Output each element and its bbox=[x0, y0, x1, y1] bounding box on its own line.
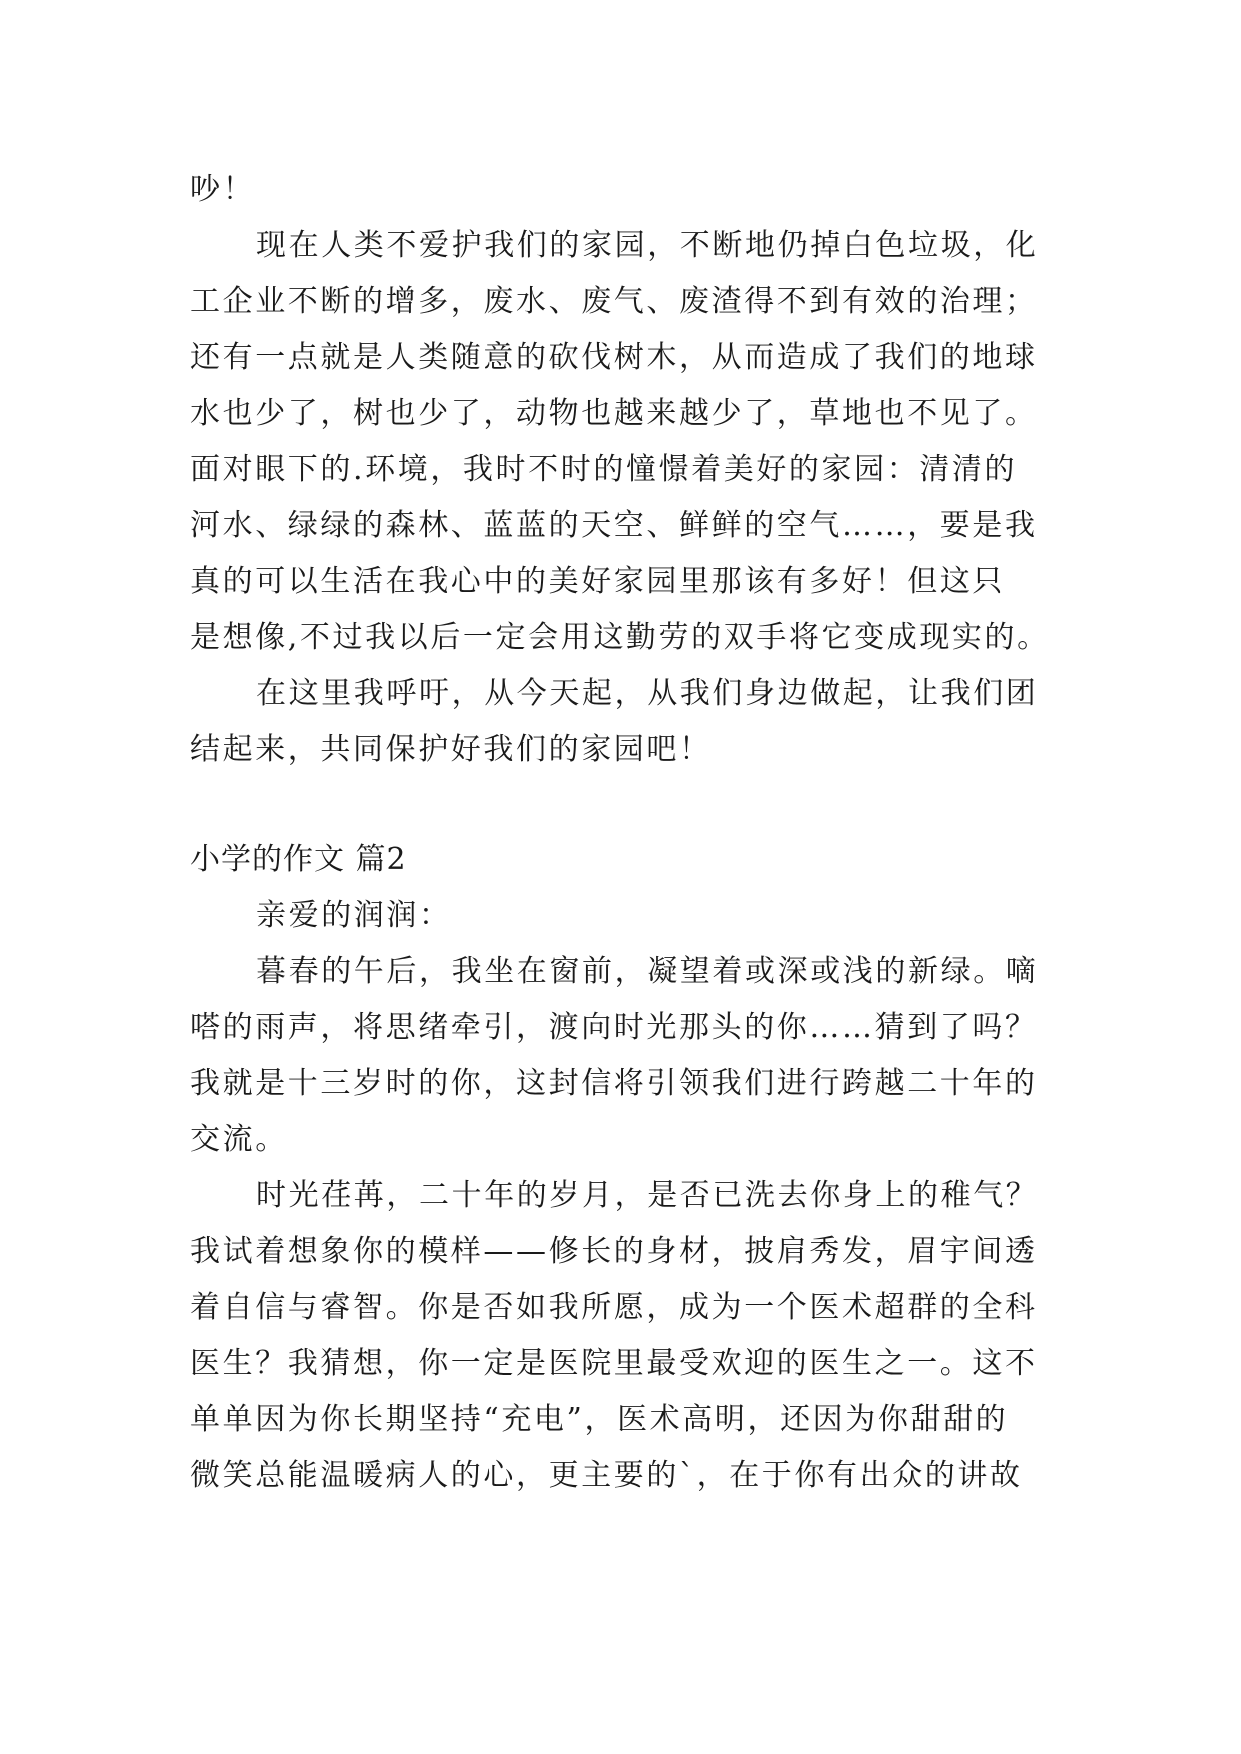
text-line: 医生？我猜想，你一定是医院里最受欢迎的医生之一。这不 bbox=[190, 1346, 1038, 1381]
text-line: 工企业不断的增多，废水、废气、废渣得不到有效的治理； bbox=[190, 284, 1038, 319]
text-line: 着自信与睿智。你是否如我所愿，成为一个医术超群的全科 bbox=[190, 1290, 1038, 1325]
text-line: 单单因为你长期坚持“充电”，医术高明，还因为你甜甜的 bbox=[190, 1402, 1009, 1437]
text-line: 微笑总能温暖病人的心，更主要的`，在于你有出众的讲故 bbox=[190, 1458, 1023, 1493]
text-line: 交流。 bbox=[190, 1122, 288, 1157]
text-line: 水也少了，树也少了，动物也越来越少了，草地也不见了。 bbox=[190, 396, 1038, 431]
text-line: 我试着想象你的模样——修长的身材，披肩秀发，眉宇间透 bbox=[190, 1234, 1038, 1269]
text-line: 嗒的雨声，将思绪牵引，渡向时光那头的你……猜到了吗？ bbox=[190, 1010, 1038, 1045]
text-line: 面对眼下的.环境，我时不时的憧憬着美好的家园：清清的 bbox=[190, 452, 1018, 487]
text-line: 吵！ bbox=[190, 172, 256, 207]
paragraph-first-line: 暮春的午后，我坐在窗前，凝望着或深或浅的新绿。嘀 bbox=[256, 954, 1039, 989]
paragraph-first-line: 现在人类不爱护我们的家园，不断地仍掉白色垃圾，化 bbox=[256, 228, 1039, 263]
letter-salutation: 亲爱的润润： bbox=[256, 898, 452, 933]
section-heading: 小学的作文 篇2 bbox=[190, 842, 407, 877]
text-line: 真的可以生活在我心中的美好家园里那该有多好！但这只 bbox=[190, 564, 1005, 599]
paragraph-first-line: 时光荏苒，二十年的岁月，是否已洗去你身上的稚气？ bbox=[256, 1178, 1039, 1213]
text-line: 是想像,不过我以后一定会用这勤劳的双手将它变成现实的。 bbox=[190, 620, 1050, 655]
paragraph-first-line: 在这里我呼吁，从今天起，从我们身边做起，让我们团 bbox=[256, 676, 1039, 711]
text-line: 我就是十三岁时的你，这封信将引领我们进行跨越二十年的 bbox=[190, 1066, 1038, 1101]
text-line: 结起来，共同保护好我们的家园吧！ bbox=[190, 732, 712, 767]
text-line: 还有一点就是人类随意的砍伐树木，从而造成了我们的地球 bbox=[190, 340, 1038, 375]
text-line: 河水、绿绿的森林、蓝蓝的天空、鲜鲜的空气……，要是我 bbox=[190, 508, 1038, 543]
